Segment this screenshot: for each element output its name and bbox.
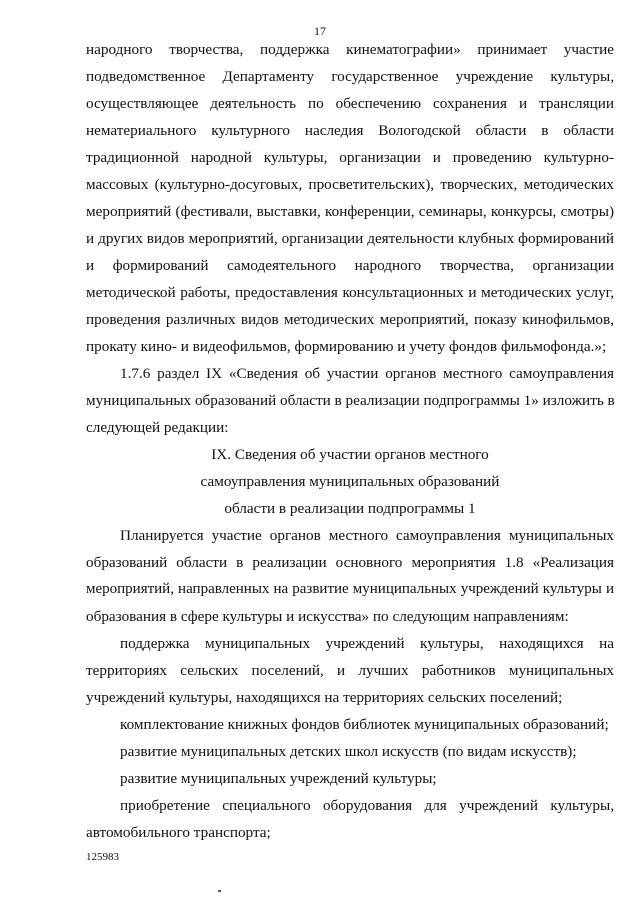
text-line: нематериального культурного наследия Вологодской области в области xyxy=(86,122,614,139)
section-heading-line: IX. Сведения об участии органов местного xyxy=(211,446,489,463)
section-heading-line: самоуправления муниципальных образований xyxy=(200,473,500,490)
text-line: развитие муниципальных детских школ искусств (по видам искусств); xyxy=(120,743,577,760)
text-line: комплектование книжных фондов библиотек муниципальных образований; xyxy=(120,716,609,733)
text-line: мероприятий (фестивали, выставки, конференции, семинары, конкурсы, смотры) xyxy=(86,203,614,220)
text-line: развитие муниципальных учреждений культуры; xyxy=(120,770,437,787)
text-line: муниципальных образований области в реализации подпрограммы 1» изложить в xyxy=(86,392,615,409)
text-line: осуществляющее деятельность по обеспечению сохранения и трансляции xyxy=(86,95,614,112)
text-line: следующей редакции: xyxy=(86,419,229,436)
text-line: прокату кино- и видеофильмов, формированию и учету фондов фильмофонда.»; xyxy=(86,338,607,355)
text-line: подведомственное Департаменту государственное учреждение культуры, xyxy=(86,68,614,85)
text-line: образования в сфере культуры и искусства» по следующим направлениям: xyxy=(86,608,569,625)
text-line: приобретение специального оборудования для учреждений культуры, xyxy=(120,797,614,814)
text-line: автомобильного транспорта; xyxy=(86,824,271,841)
footer-document-code: 125983 xyxy=(86,851,119,863)
text-line: Планируется участие органов местного самоуправления муниципальных xyxy=(120,527,614,544)
text-line: 1.7.6 раздел IX «Сведения об участии органов местного самоуправления xyxy=(120,365,614,382)
text-line: и других видов мероприятий, организации деятельности клубных формирований xyxy=(86,230,614,247)
text-line: народного творчества, поддержка кинематографии» принимает участие xyxy=(86,41,614,58)
text-line: территориях сельских поселений, и лучших работников муниципальных xyxy=(86,662,614,679)
text-line: массовых (культурно-досуговых, просветительских), творческих, методических xyxy=(86,176,614,193)
text-line: традиционной народной культуры, организации и проведению культурно- xyxy=(86,149,614,166)
text-line: мероприятий, направленных на развитие муниципальных учреждений культуры и xyxy=(86,581,614,597)
section-heading-line: области в реализации подпрограммы 1 xyxy=(224,500,476,517)
scan-speck xyxy=(218,890,221,892)
text-line: проведения различных видов методических мероприятий, показу кинофильмов, xyxy=(86,311,614,328)
text-line: и формирований самодеятельного народного творчества, организации xyxy=(86,257,614,274)
text-line: поддержка муниципальных учреждений культуры, находящихся на xyxy=(120,635,614,652)
page-number: 17 xyxy=(314,24,326,38)
text-line: методической работы, предоставления консультационных и методических услуг, xyxy=(86,284,614,301)
text-line: учреждений культуры, находящихся на территориях сельских поселений; xyxy=(86,689,563,706)
text-line: образований области в реализации основного мероприятия 1.8 «Реализация xyxy=(86,554,614,571)
